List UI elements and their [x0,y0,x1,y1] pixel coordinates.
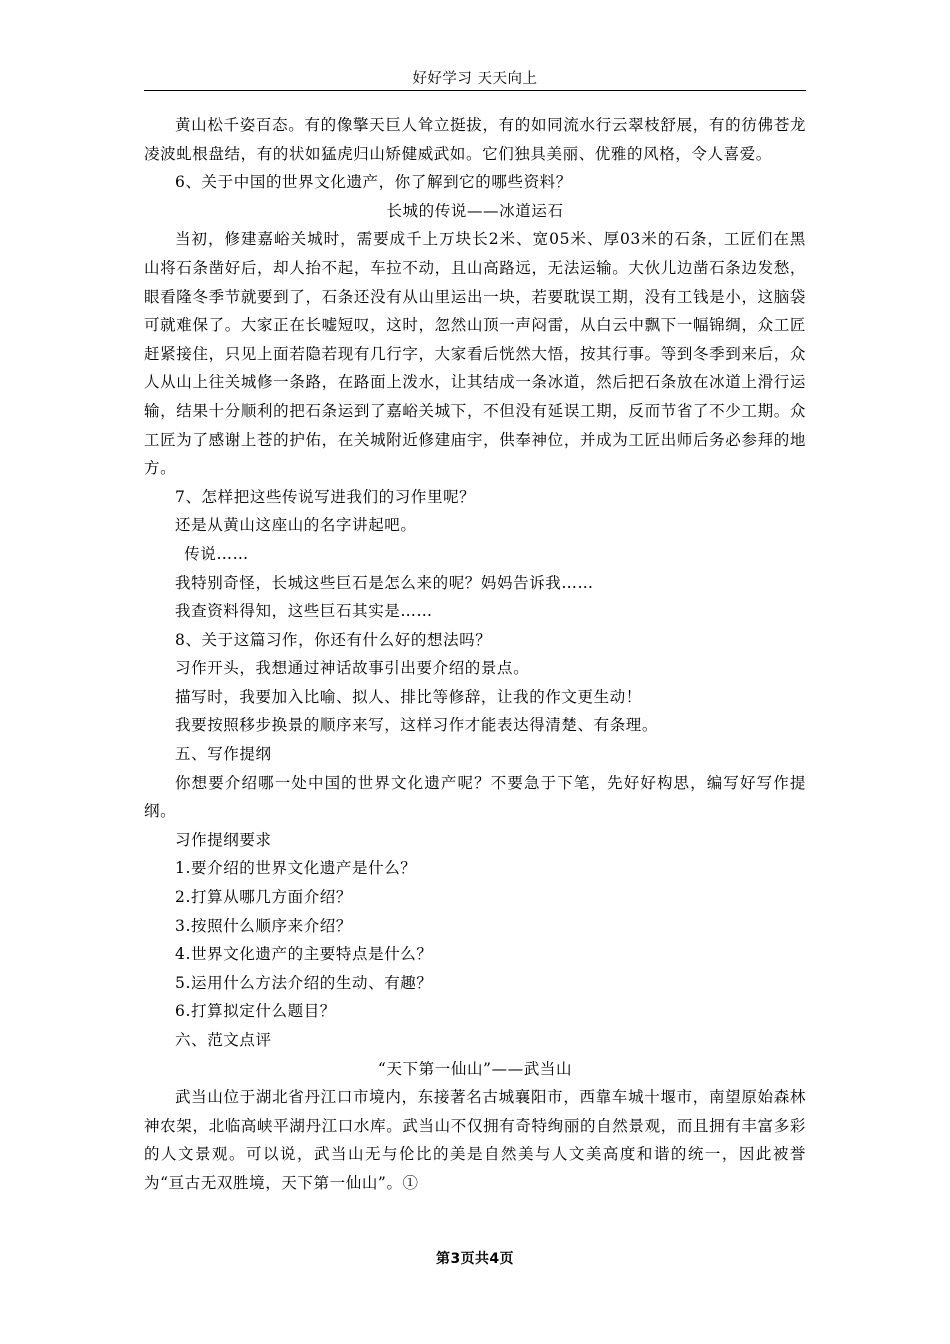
paragraph-huangshan-pines: 黄山松千姿百态。有的像擎天巨人耸立挺拔，有的如同流水行云翠枝舒展，有的彷佛苍龙凌波虬根盘结，有的状如猛虎归山矫健威武如。它们独具美丽、优雅的风格，令人喜爱。 [144,116,806,163]
header-divider [144,90,806,91]
question-8: 8、关于这篇习作，你还有什么好的想法吗？ [175,630,492,649]
outline-requirements-title: 习作提纲要求 [175,830,272,849]
paragraph-great-wall-legend: 当初，修建嘉峪关城时，需要成千上万块长2米、宽05米、厚03米的石条，工匠们在黑山将石条凿好后，却人抬不起，车拉不动，且山高路远，无法运输。大伙儿边凿石条边发愁，眼看隆冬季节就要到了，石条还没有从山里运出一块，若要耽误工期，没有工钱是小，这脑袋可就难保了。大家正在长嘘短叹，这时，忽然山顶一声闷雷，从白云中飘下一幅锦绸，众工匠赶紧接住，只见上面若隐若现有几行字，大家看后恍然大悟，按其行事。等到冬季到来后，众人从山上往关城修一条路，在路面上泼水，让其结成一条冰道，然后把石条放在冰道上滑行运输，结果十分顺利的把石条运到了嘉峪关城下，不但没有延误工期，反而节省了不少工期。众工匠为了感谢上苍的护佑，在关城附近修建庙宇，供奉神位，并成为工匠出师后务必参拜的地方。 [144,230,806,478]
outline-item-1: 1.要介绍的世界文化遗产是什么？ [175,859,417,878]
outline-item-5: 5.运用什么方法介绍的生动、有趣？ [175,973,433,992]
paragraph-research-found: 我查资料得知，这些巨石其实是…… [175,602,433,621]
essay-title-wudang: “天下第一仙山”——武当山 [377,1059,573,1078]
paragraph-legend-ellipsis: 传说…… [184,544,249,563]
page-header: 好好学习 天天向上 [412,71,538,87]
paragraph-rhetoric-idea: 描写时，我要加入比喻、拟人、排比等修辞，让我的作文更生动！ [175,687,642,706]
outline-item-3: 3.按照什么顺序来介绍？ [175,916,352,935]
paragraph-start-from-name: 还是从黄山这座山的名字讲起吧。 [175,516,417,535]
section-heading-model-essay: 六、范文点评 [175,1031,272,1049]
question-7: 7、怎样把这些传说写进我们的习作里呢？ [175,487,476,506]
paragraph-mother-told-me: 我特别奇怪，长城这些巨石是怎么来的呢？妈妈告诉我…… [175,573,594,592]
paragraph-opening-idea: 习作开头，我想通过神话故事引出要介绍的景点。 [175,659,530,678]
paragraph-wudang-intro: 武当山位于湖北省丹江口市境内，东接著名古城襄阳市，西靠车城十堰市，南望原始森林神农架，北临高峡平湖丹江口水库。武当山不仅拥有奇特绚丽的自然景观，而且拥有丰富多彩的人文景观。可以说，武当山无与伦比的美是自然美与人文美高度和谐的统一，因此被誉为“亘古无双胜境，天下第一仙山”。① [144,1088,806,1192]
paragraph-outline-intro: 你想要介绍哪一处中国的世界文化遗产呢？不要急于下笔，先好好构思，编写好写作提纲。 [144,773,806,821]
question-6: 6、关于中国的世界文化遗产，你了解到它的哪些资料？ [175,173,572,192]
paragraph-order-idea: 我要按照移步换景的顺序来写，这样习作才能表达得清楚、有条理。 [175,716,659,735]
page-number: 第3页共4页 [436,1251,514,1267]
section-heading-outline: 五、写作提纲 [175,745,272,764]
outline-item-6: 6.打算拟定什么题目？ [175,1002,336,1021]
outline-item-2: 2.打算从哪几方面介绍？ [175,888,352,907]
outline-item-4: 4.世界文化遗产的主要特点是什么？ [175,945,433,964]
document-body [144,111,806,1198]
section-title-great-wall-legend: 长城的传说——冰道运石 [386,201,564,220]
